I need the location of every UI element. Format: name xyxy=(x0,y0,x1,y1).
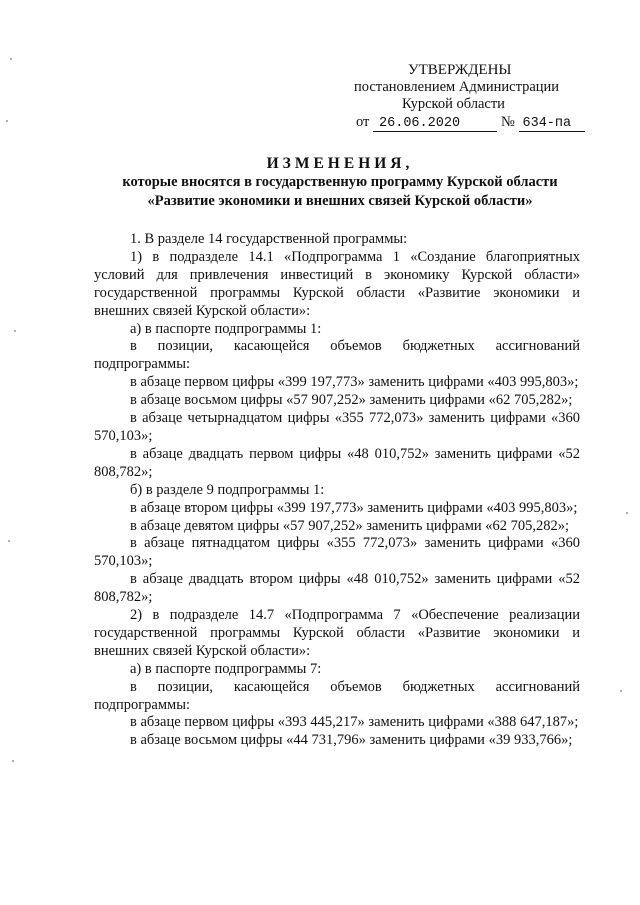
body-paragraph: а) в паспорте подпрограммы 1: xyxy=(130,320,322,337)
document-body xyxy=(94,231,580,750)
body-paragraph: в позиции, касающейся объемов бюджетных ассигнований подпрограммы: xyxy=(94,678,580,713)
approval-region: Курской области xyxy=(402,96,505,112)
body-paragraph: 1. В разделе 14 государственной программы: xyxy=(130,231,408,247)
body-paragraph: в абзаце восьмом цифры «44 731,796» заменить цифрами «39 933,766»; xyxy=(130,732,573,749)
body-paragraph: в абзаце первом цифры «399 197,773» заменить цифрами «403 995,803»; xyxy=(130,374,579,391)
approval-heading: УТВЕРЖДЕНЫ xyxy=(408,62,512,78)
approval-date: 26.06.2020 xyxy=(373,117,497,132)
body-paragraph: в абзаце восьмом цифры «57 907,252» заменить цифрами «62 705,282»; xyxy=(130,392,573,409)
approval-from-label: от xyxy=(356,114,370,130)
scan-speck xyxy=(6,120,8,122)
approval-number-label: № xyxy=(501,114,515,130)
body-paragraph: в абзаце девятом цифры «57 907,252» заменить цифрами «62 705,282»; xyxy=(130,517,570,534)
body-paragraph: в абзаце двадцать первом цифры «48 010,752» заменить цифрами «52 808,782»; xyxy=(94,445,580,480)
scan-speck xyxy=(14,330,16,332)
scan-speck xyxy=(10,58,12,60)
title-subtitle-line-2: «Развитие экономики и внешних связей Курской области» xyxy=(147,193,533,209)
body-paragraph: а) в паспорте подпрограммы 7: xyxy=(130,660,322,677)
body-paragraph: в позиции, касающейся объемов бюджетных ассигнований подпрограммы: xyxy=(94,338,580,373)
approval-date-number-line xyxy=(352,114,582,132)
body-paragraph: в абзаце четырнадцатом цифры «355 772,073» заменить цифрами «360 570,103»; xyxy=(94,410,580,444)
document-title xyxy=(90,154,590,211)
scan-speck xyxy=(8,540,10,542)
scan-speck xyxy=(626,512,628,514)
body-paragraph: 2) в подразделе 14.7 «Подпрограмма 7 «Обеспечение реализации государственной программы Курской области «Развитие экономики и внешних связей Курской области»: xyxy=(94,607,580,659)
title-subtitle-line-1: которые вносятся в государственную программу Курской области xyxy=(122,174,558,190)
approval-number: 634-па xyxy=(519,117,585,132)
body-paragraph: в абзаце двадцать втором цифры «48 010,752» заменить цифрами «52 808,782»; xyxy=(94,571,580,606)
body-paragraph: в абзаце первом цифры «393 445,217» заменить цифрами «388 647,187»; xyxy=(130,714,579,731)
body-paragraph: 1) в подразделе 14.1 «Подпрограмма 1 «Создание благоприятных условий для привлечения инвестиций в экономику Курской области» государственной программы Курской области «Развитие экономики и внешних связей Курской области»: xyxy=(94,248,580,319)
scan-speck xyxy=(620,690,622,692)
approval-issuer: постановлением Администрации xyxy=(354,79,560,95)
scan-speck xyxy=(12,760,14,762)
body-paragraph: б) в разделе 9 подпрограммы 1: xyxy=(130,481,325,498)
approval-stamp-block xyxy=(352,62,582,132)
title-main: ИЗМЕНЕНИЯ, xyxy=(266,155,414,172)
body-paragraph: в абзаце пятнадцатом цифры «355 772,073» заменить цифрами «360 570,103»; xyxy=(94,535,580,570)
body-paragraph: в абзаце втором цифры «399 197,773» заменить цифрами «403 995,803»; xyxy=(130,499,578,516)
